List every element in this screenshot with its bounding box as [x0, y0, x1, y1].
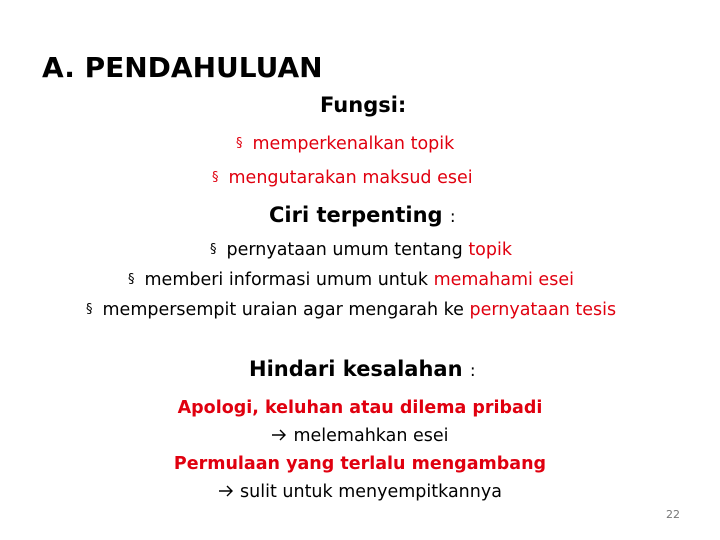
- ciri-item-2: [128, 268, 574, 292]
- bullet-icon: §: [128, 272, 135, 287]
- hindari-heading-colon: :: [469, 361, 476, 381]
- fungsi-item-text: memperkenalkan topik: [252, 134, 455, 154]
- bullet-icon: §: [86, 302, 93, 317]
- fungsi-item-1: [236, 132, 454, 156]
- ciri-item-highlight: topik: [468, 240, 512, 260]
- hindari-heading: [249, 355, 476, 385]
- ciri-item-text: memberi informasi umum untuk: [144, 270, 434, 290]
- consequence-text: melemahkan esei: [293, 426, 449, 446]
- bullet-icon: §: [212, 170, 219, 185]
- bullet-icon: §: [236, 136, 243, 151]
- ciri-item-3: [86, 298, 616, 322]
- slide-title: A. PENDAHULUAN: [42, 51, 323, 84]
- bullet-icon: §: [210, 242, 217, 257]
- ciri-item-text: mempersempit uraian agar mengarah ke: [102, 300, 470, 320]
- hindari-error-2: Permulaan yang terlalu mengambang: [173, 454, 547, 474]
- ciri-item-highlight: memahami esei: [433, 270, 574, 290]
- fungsi-item-2: [212, 166, 473, 190]
- ciri-heading: [269, 201, 456, 231]
- ciri-item-highlight: pernyataan tesis: [469, 300, 617, 320]
- arrow-right-icon: [218, 480, 234, 504]
- arrow-right-icon: [271, 424, 287, 448]
- fungsi-item-text: mengutarakan maksud esei: [228, 168, 473, 188]
- consequence-text: sulit untuk menyempitkannya: [240, 482, 502, 502]
- ciri-heading-colon: :: [449, 207, 456, 227]
- hindari-error-1: Apologi, keluhan atau dilema pribadi: [177, 398, 543, 418]
- fungsi-heading: Fungsi:: [320, 93, 407, 117]
- hindari-consequence-1: [0, 424, 720, 448]
- page-number: 22: [666, 508, 680, 521]
- ciri-item-1: [210, 238, 512, 262]
- ciri-item-text: pernyataan umum tentang: [226, 240, 469, 260]
- hindari-heading-text: Hindari kesalahan: [249, 357, 463, 381]
- ciri-heading-text: Ciri terpenting: [269, 203, 443, 227]
- hindari-consequence-2: [0, 480, 720, 504]
